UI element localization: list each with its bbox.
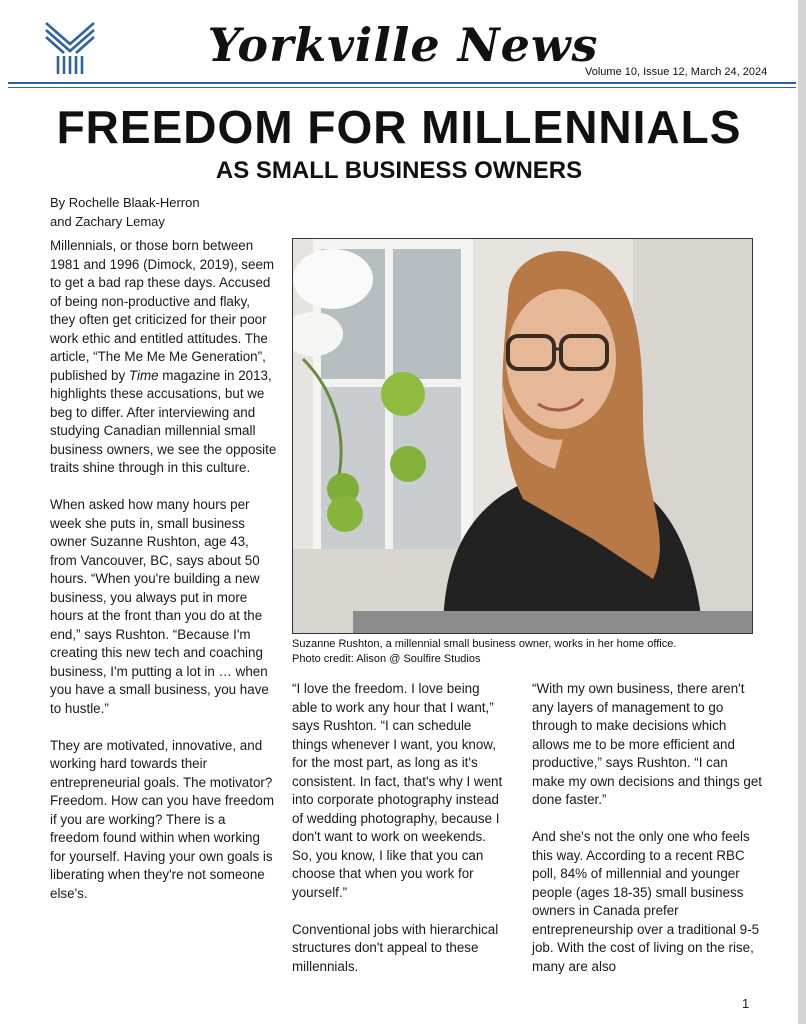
article-photo [292,238,753,634]
article-subheadline: AS SMALL BUSINESS OWNERS [215,157,583,184]
paragraph: “I love the freedom. I love being able to work any hour that I want,” says Rushton. “I can schedule things whenever I want, you know, for the most part, as long as it's consistent. In fact, that's why I went into corporate photography instead of wedding photography, because I don't want to work on weekends. So, you know, I like that you can choose that when you work for yourself.” [292,681,503,900]
masthead-rule [8,82,796,84]
masthead-rule-thin [8,87,796,88]
page-number: 1 [742,996,750,1011]
article-headline: FREEDOM FOR MILLENNIALS [56,101,742,153]
byline-line-2: and Zachary Lemay [50,214,165,229]
caption-credit: Photo credit: Alison @ Soulfire Studios [292,653,481,665]
paragraph: “With my own business, there aren't any layers of management to go through to make decisions which allows me to be more efficient and productive,” says Rushton. “I can make my own decisions and things get done faster.” [532,681,762,807]
masthead-title: Yorkville News [207,18,599,72]
byline [50,193,200,231]
paragraph: Conventional jobs with hierarchical structures don't appeal to these millennials. [292,921,499,974]
paragraph: Millennials, or those born between 1981 and 1996 (Dimock, 2019), seem to get a bad rap these days. Accused of being non-productive and flaky, they often get criticized for their poor work ethic and entitled attitudes. The article, “The Me Me Me Generation”, published by Time magazine in 2013, highlights these accusations, but we beg to differ. After interviewing and studying Canadian millennial small business owners, we see the opposite traits shine through in this culture. [50,238,277,475]
article-column-1 [50,237,278,922]
page-edge [798,0,806,1024]
byline-line-1: By Rochelle Blaak-Herron [50,195,200,210]
article-column-2 [292,680,507,995]
photo-caption [292,637,762,667]
photo-illustration [293,239,752,633]
paragraph: And she's not the only one who feels this way. According to a recent RBC poll, 84% of millennial and younger people (ages 18-35) small business owners in Canada prefer entrepreneurship over a traditional 9-5 job. With the cost of living on the rise, many are also [532,829,760,974]
issue-info: Volume 10, Issue 12, March 24, 2024 [585,66,768,78]
caption-line-1: Suzanne Rushton, a millennial small business owner, works in her home office. [292,638,677,650]
paragraph: When asked how many hours per week she puts in, small business owner Suzanne Rushton, age 43, from Vancouver, BC, says about 50 hours. “When you're building a new business, you always put in more hours at the front than you do at the end,” says Rushton. “Because I'm creating this new tech and coaching business, I'm putting a lot in … when you have a small business, you have to hustle.” [50,497,269,716]
article-column-3 [532,680,762,995]
paragraph: They are motivated, innovative, and working hard towards their entrepreneurial goals. The motivator? Freedom. How can you have freedom if you are working? There is a freedom found within when working for yourself. Having your own goals is liberating when they're not someone else's. [50,737,275,901]
